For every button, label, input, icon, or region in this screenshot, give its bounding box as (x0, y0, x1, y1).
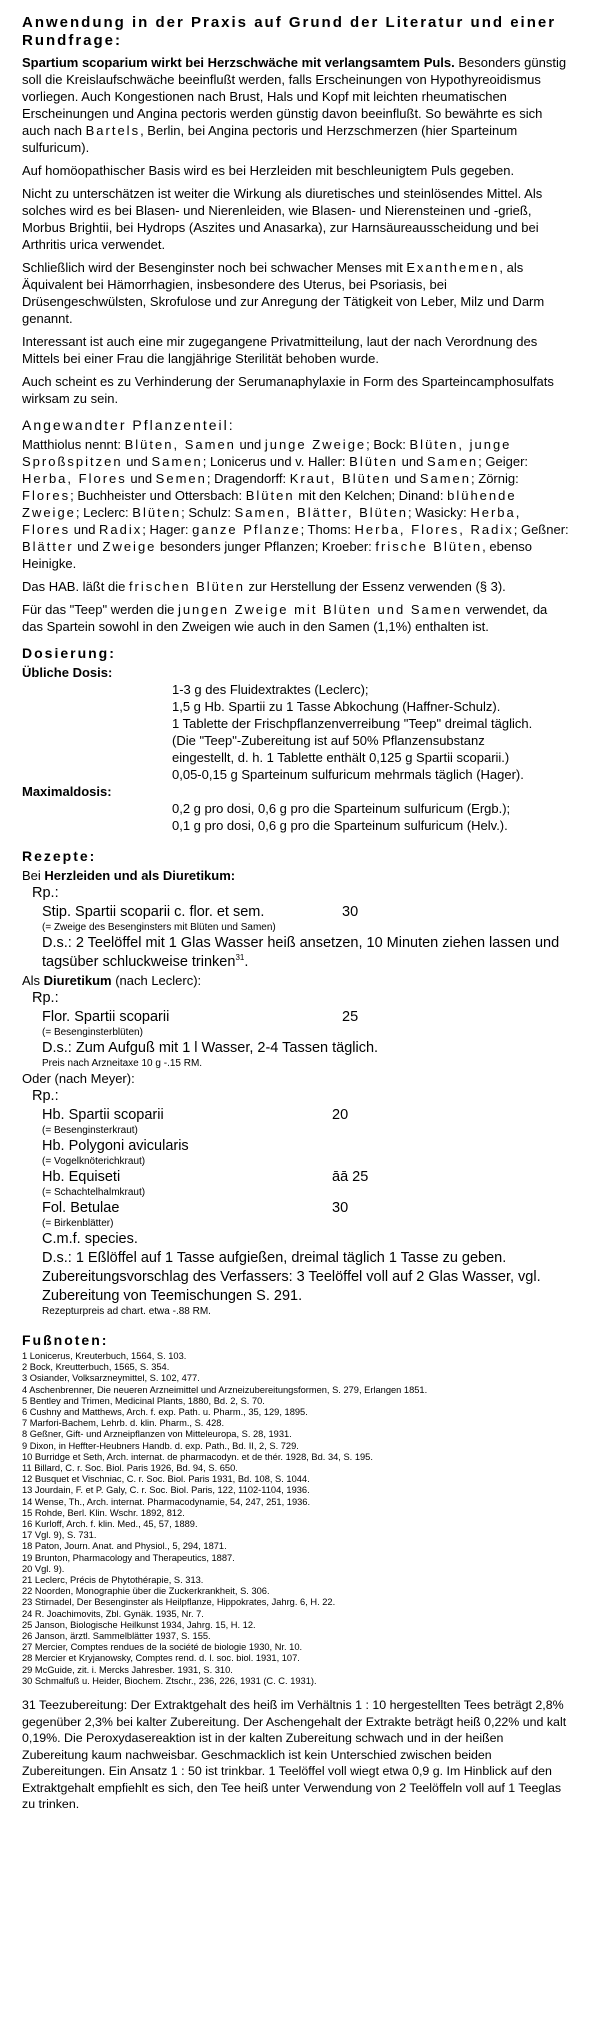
footnote-item: 19 Brunton, Pharmacology and Therapeutics, 1887. (22, 1552, 235, 1563)
praxis-lead: Spartium scoparium wirkt bei Herzschwäche mit verlangsamtem Puls. (22, 55, 455, 70)
body-text: ; Wasicky: (407, 505, 471, 520)
praxis-text: Besonders günstig soll die Kreislaufschwäche beeinflußt werden, falls Erscheinungen von Hypothyreoidismus vorliegen. Auch Kongestionen nach Brust, Hals und Kopf mit leichten rheumatischen Erscheinungen und Angina pectoris werden günstig davon beeinflußt. So bewährte es sich auch nach (22, 55, 567, 138)
body-text: und (398, 454, 427, 469)
item-name: Fol. Betulae (42, 1200, 120, 1216)
intro-bold: Herzleiden und als Diuretikum: (44, 868, 236, 883)
recipe-item (22, 1106, 571, 1125)
body-text: und (70, 522, 100, 537)
emphasis-text: frische Blüten (375, 539, 483, 554)
footnote-item: 18 Paton, Journ. Anat. and Physiol., 5, 294, 1871. (22, 1541, 227, 1552)
pflanzenteil-paragraph-3 (22, 601, 571, 635)
footnote-item: 29 McGuide, zit. i. Mercks Jahresber. 1931, S. 310. (22, 1664, 233, 1675)
emphasis-text: junge Zweige (264, 437, 367, 452)
emphasis-text: Samen (426, 454, 479, 469)
body-text: verwendet, da das Spartein sowohl in den Zweigen wie auch in den Samen (1,1%) enthalten ist. (22, 602, 548, 634)
footnote-item: 27 Mercier, Comptes rendues de la société de biologie 1930, Nr. 10. (22, 1642, 303, 1653)
rp-label: Rp.: (32, 1088, 59, 1104)
footnote-item: 22 Noorden, Monographie über die Zuckerkrankheit, S. 306. (22, 1586, 270, 1597)
dose-line: 0,05-0,15 g Sparteinum sulfuricum mehrmals täglich (Hager). (172, 767, 524, 782)
footnote-ref: 31 (235, 953, 245, 963)
body-text: ; Hager: (142, 522, 193, 537)
item-name: Flor. Spartii scoparii (42, 1009, 170, 1025)
item-qty: 25 (342, 1009, 359, 1025)
body-text: ; Schulz: (181, 505, 235, 520)
item-name: Hb. Equiseti (42, 1169, 121, 1185)
footnote-item: 6 Cushny and Matthews, Arch. f. exp. Path. u. Pharm., 35, 129, 1895. (22, 1407, 308, 1418)
footnote-31: 31 Teezubereitung: Der Extraktgehalt des heiß im Verhältnis 1 : 10 hergestellten Tees beträgt 2,8% gegenüber 2,3% bei kalter Zubereitung. Der Aschengehalt der Extrakte beträgt heiß 0,22% und kalt 0,19%. Die Peroxydasereaktion ist in der kalten Zubereitung schwach und in der heißen Zubereitung kaum nachweisbar. Geschmacklich ist kein Unterschied zwischen beiden Zubereitungen. Ein Ansatz 1 : 50 ist trinkbar. 1 Teelöffel voll wiegt etwa 0,9 g. Im Hinblick auf den Extraktgehalt empfiehlt es sich, den Tee heiß unter Verwendung von 2 Teelöffeln voll auf 1 Teeglas zu trinken. (22, 1698, 567, 1812)
intro-bold: Diuretikum (43, 973, 112, 988)
footnote-item: 11 Billard, C. r. Soc. Biol. Paris 1926, Bd. 94, S. 650. (22, 1463, 238, 1474)
praxis-paragraph-6: Auch scheint es zu Verhinderung der Serumanaphylaxie in Form des Sparteincamphosulfats wirksam zu sein. (22, 374, 554, 406)
item-note: (= Besenginsterkraut) (42, 1125, 138, 1136)
item-qty: 20 (332, 1107, 349, 1123)
body-text: Das HAB. läßt die (22, 579, 129, 594)
intro-text: (nach Leclerc): (111, 973, 202, 988)
footnote-item: 28 Mercier et Kryjanowsky, Comptes rend. d. l. soc. biol. 1931, 107. (22, 1653, 300, 1664)
footnote-item: 7 Marfori-Bachem, Lehrb. d. klin. Pharm., S. 428. (22, 1418, 225, 1429)
emphasis-text: Semen (155, 471, 207, 486)
emphasis-text: Kraut, Blüten (289, 471, 391, 486)
emphasis-text: Blüten (349, 454, 399, 469)
page-title: Anwendung in der Praxis auf Grund der Literatur und einer Rundfrage: (22, 14, 557, 49)
emphasis-text: Radix (99, 522, 143, 537)
footnote-item: 17 Vgl. 9), S. 731. (22, 1530, 97, 1541)
body-text: ; Lonicerus und v. Haller: (202, 454, 350, 469)
body-text: besonders junger Pflanzen; Kroeber: (156, 539, 376, 554)
praxis-paragraph-3: Nicht zu unterschätzen ist weiter die Wirkung als diuretisches und steinlösendes Mittel. Als solches wird es bei Blasen- und Nierenleiden, wie Blasen- und Nierensteinen und -grieß, Morbus Brightii, bei Hydrops (Aszites und Anasarka), zur Harnsäureausscheidung und bei Arthritis urica verwendet. (22, 186, 543, 252)
footnote-item: 23 Stirnadel, Der Besenginster als Heilpflanze, Hippokrates, Jahrg. 6, H. 22. (22, 1597, 336, 1608)
footnote-item: 24 R. Joachimovits, Zbl. Gynäk. 1935, Nr. 7. (22, 1608, 204, 1619)
section-heading-pflanzenteil: Angewandter Pflanzenteil: (22, 417, 235, 433)
recipe-instructions (22, 934, 571, 972)
emphasis-text: Exanthemen (406, 260, 500, 275)
item-qty: 30 (332, 1200, 349, 1216)
body-text: und (73, 539, 103, 554)
dose-line: 0,1 g pro dosi, 0,6 g pro die Sparteinum sulfuricum (Helv.). (172, 818, 508, 833)
body-text: Für das "Teep" werden die (22, 602, 178, 617)
praxis-paragraph-5: Interessant ist auch eine mir zugegangene Privatmitteilung, laut der nach Verordnung des Mittels bei einer Frau die langjährige Sterilität behoben wurde. (22, 334, 538, 366)
footnote-item: 15 Rohde, Berl. Klin. Wschr. 1892, 812. (22, 1507, 185, 1518)
dose-line: 1-3 g des Fluidextraktes (Leclerc); (172, 682, 369, 697)
pflanzenteil-paragraph-2 (22, 578, 571, 595)
body-text: und (126, 471, 156, 486)
recipe-item (22, 1137, 571, 1156)
intro-text: Als (22, 973, 44, 988)
recipe-1-intro (22, 867, 571, 884)
emphasis-text: Blüten, junge Sproßspitzen (22, 437, 512, 469)
dose-line: 1,5 g Hb. Spartii zu 1 Tasse Abkochung (Haffner-Schulz). (172, 699, 501, 714)
emphasis-text: frischen Blüten (128, 579, 245, 594)
footnote-item: 3 Osiander, Volksarzneymittel, S. 102, 477. (22, 1373, 200, 1384)
emphasis-text: Blüten, Samen (124, 437, 236, 452)
item-qty: āā 25 (332, 1169, 369, 1185)
body-text: ; Geßner: (513, 522, 569, 537)
praxis-text: , als Äquivalent bei Hämorrhagien, insbesondere des Uterus, bei Psoriasis, bei Drüsengeschwülsten, Skrofulose und zur Anregung der Tätigkeit von Leber, Milz und Darm genannt. (22, 260, 545, 326)
item-note: (= Schachtelhalmkraut) (42, 1187, 146, 1198)
item-note: (= Besenginsterblüten) (42, 1027, 143, 1038)
recipe-price: Preis nach Arzneitaxe 10 g -.15 RM. (42, 1058, 203, 1069)
body-text: ; Thoms: (300, 522, 355, 537)
body-text: ; Buchheister und Ottersbach: (70, 488, 246, 503)
dose-line: 0,2 g pro dosi, 0,6 g pro die Sparteinum sulfuricum (Ergb.); (172, 801, 511, 816)
footnote-item: 13 Jourdain, F. et P. Galy, C. r. Soc. Biol. Paris, 122, 1102-1104, 1936. (22, 1485, 310, 1496)
emphasis-text: Blätter (22, 539, 74, 554)
recipe-2-intro (22, 972, 571, 989)
emphasis-text: Blüten (132, 505, 182, 520)
recipe-cmf: C.m.f. species. (42, 1231, 138, 1247)
recipe-3-items (22, 1106, 571, 1230)
emphasis-text: Samen (151, 454, 203, 469)
footnote-item: 9 Dixon, in Heffter-Heubners Handb. d. exp. Path., Bd. II, 2, S. 729. (22, 1440, 299, 1451)
section-heading-rezepte: Rezepte: (22, 848, 97, 864)
dose-label-usual: Übliche Dosis: (22, 665, 113, 680)
rp-label: Rp.: (32, 990, 59, 1006)
body-text: und (235, 437, 265, 452)
footnote-item: 12 Busquet et Vischniac, C. r. Soc. Biol. Paris 1931, Bd. 108, S. 1044. (22, 1474, 310, 1485)
emphasis-text: blühende Zweige (22, 488, 517, 520)
emphasis-text: Samen (419, 471, 472, 486)
emphasis-text: Zweige (102, 539, 157, 554)
item-name: Hb. Polygoni avicularis (42, 1138, 189, 1154)
section-heading-fussnoten: Fußnoten: (22, 1332, 109, 1348)
body-text: ; Geiger: (478, 454, 529, 469)
item-note: (= Vogelknöterichkraut) (42, 1156, 146, 1167)
footnote-item: 10 Burridge et Seth, Arch. internat. de pharmacodyn. et de thér. 1928, Bd. 34, S. 195. (22, 1451, 373, 1462)
footnote-item: 8 Geßner, Gift- und Arzneipflanzen von Mitteleuropa, S. 28, 1931. (22, 1429, 292, 1440)
emphasis-text: jungen Zweige mit Blüten und Samen (177, 602, 463, 617)
footnote-item: 1 Lonicerus, Kreuterbuch, 1564, S. 103. (22, 1351, 187, 1361)
rp-label: Rp.: (32, 885, 59, 901)
body-text: und (390, 471, 420, 486)
item-qty: 30 (342, 904, 359, 920)
footnote-item: 2 Bock, Kreutterbuch, 1565, S. 354. (22, 1362, 170, 1373)
item-note: (= Zweige des Besenginsters mit Blüten und Samen) (42, 922, 276, 933)
recipe-item (22, 1168, 571, 1187)
body-text: ; Bock: (366, 437, 410, 452)
dose-line: (Die "Teep"-Zubereitung ist auf 50% Pflanzensubstanz (172, 733, 485, 748)
body-text: ; Dragendorff: (206, 471, 290, 486)
footnote-item: 16 Kurloff, Arch. f. klin. Med., 45, 57, 1889. (22, 1519, 198, 1530)
footnote-item: 14 Wense, Th., Arch. internat. Pharmacodynamie, 54, 247, 251, 1936. (22, 1496, 311, 1507)
emphasis-text: ganze Pflanze (192, 522, 301, 537)
recipe-instructions: D.s.: 1 Eßlöffel auf 1 Tasse aufgießen, dreimal täglich 1 Tasse zu geben. Zubereitungsvorschlag des Verfassers: 3 Teelöffel voll auf 2 Glas Wasser, vgl. Zubereitung von Teemischungen S. 291. (42, 1250, 541, 1304)
dose-label-max: Maximaldosis: (22, 784, 112, 799)
body-text: ; Zörnig: (471, 471, 519, 486)
item-name: Hb. Spartii scoparii (42, 1107, 164, 1123)
body-text: ; Leclerc: (75, 505, 133, 520)
praxis-paragraph-1 (22, 54, 571, 156)
instruction-text: D.s.: 2 Teelöffel mit 1 Glas Wasser heiß ansetzen, 10 Minuten ziehen lassen und tagsüber schluckweise trinken (42, 935, 560, 970)
intro-text: Bei (22, 868, 45, 883)
footnote-item: 25 Janson, Biologische Heilkunst 1934, Jahrg. 15, H. 12. (22, 1619, 256, 1630)
recipe-item (22, 1008, 571, 1027)
emphasis-text: Herba, Flores, Radix (354, 522, 514, 537)
body-text: und (122, 454, 152, 469)
praxis-text: , Berlin, bei Angina pectoris und Herzschmerzen (hier Sparteinum sulfuricum). (22, 123, 518, 155)
body-text: Matthiolus nennt: (22, 437, 125, 452)
praxis-text: Schließlich wird der Besenginster noch bei schwacher Menses mit (22, 260, 407, 275)
pflanzenteil-paragraph-1 (22, 436, 571, 572)
item-name: Stip. Spartii scoparii c. flor. et sem. (42, 904, 265, 920)
dose-usual-list (22, 681, 571, 783)
footnote-item: 5 Bentley and Trimen, Medicinal Plants, 1880, Bd. 2, S. 70. (22, 1395, 265, 1406)
footnote-item: 20 Vgl. 9). (22, 1563, 65, 1574)
praxis-paragraph-2: Auf homöopathischer Basis wird es bei Herzleiden mit beschleunigtem Puls gegeben. (22, 163, 515, 178)
dose-line: 1 Tablette der Frischpflanzenverreibung "Teep" dreimal täglich. (172, 716, 533, 731)
footnote-item: 4 Aschenbrenner, Die neueren Arzneimittel und Arzneizubereitungsformen, S. 279, Erlangen 1851. (22, 1384, 428, 1395)
footnote-item: 26 Janson, ärztl. Sammelblätter 1937, S. 155. (22, 1631, 211, 1642)
emphasis-text: Herba, Flores (22, 505, 522, 537)
footnote-item: 21 Leclerc, Précis de Phytothérapie, S. 313. (22, 1575, 204, 1586)
emphasis-text: Blüten (245, 488, 295, 503)
footnote-list (22, 1351, 571, 1687)
emphasis-text: Herba, Flores (22, 471, 127, 486)
recipe-3-intro: Oder (nach Meyer): (22, 1071, 135, 1086)
emphasis-text: Flores (22, 488, 71, 503)
item-note: (= Birkenblätter) (42, 1218, 114, 1229)
body-text: , ebenso Heinigke. (22, 539, 533, 571)
recipe-instructions: D.s.: Zum Aufguß mit 1 l Wasser, 2-4 Tassen täglich. (42, 1040, 379, 1056)
recipe-price: Rezepturpreis ad chart. etwa -.88 RM. (42, 1306, 211, 1317)
section-heading-dosierung: Dosierung: (22, 645, 116, 661)
body-text: zur Herstellung der Essenz verwenden (§ 3). (244, 579, 506, 594)
emphasis-text: Samen, Blätter, Blüten (234, 505, 408, 520)
dose-line: eingestellt, d. h. 1 Tablette enthält 0,125 g Spartii scoparii.) (172, 750, 510, 765)
dose-max-list (22, 800, 571, 834)
recipe-item (22, 903, 571, 922)
footnote-item: 30 Schmalfuß u. Heider, Biochem. Ztschr., 236, 226, 1931 (C. C. 1931). (22, 1675, 317, 1686)
instruction-text: . (244, 954, 249, 970)
recipe-item (22, 1199, 571, 1218)
author-name: Bartels (85, 123, 141, 138)
praxis-paragraph-4 (22, 259, 571, 327)
body-text: mit den Kelchen; Dinand: (294, 488, 448, 503)
